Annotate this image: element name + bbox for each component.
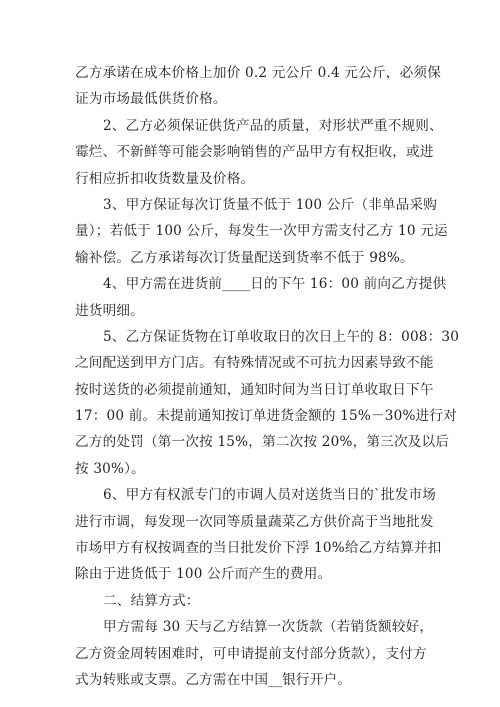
text-line: 3、甲方保证每次订货量不低于 100 公斤（非单品采购 (103, 196, 438, 213)
text-line: 霉烂、不新鲜等可能会影响销售的产品甲方有权拒收，或进 (75, 144, 434, 161)
text-line: 式为转账或支票。乙方需在中国__银行开户。 (75, 671, 352, 688)
text-line: 进行市调，每发现一次同等质量蔬菜乙方供价高于当地批发 (75, 513, 434, 530)
text-line: 市场甲方有权按调查的当日批发价下浮 10%给乙方结算并扣 (75, 540, 442, 557)
paragraph-clause-4 (75, 271, 447, 324)
text-line: 除由于进货低于 100 公斤而产生的费用。 (75, 566, 332, 583)
text-line: 4、甲方需在进货前____日的下午 16：00 前向乙方提供 (103, 276, 447, 293)
text-line: 乙方承诺在成本价格上加价 0.2 元公斤 0.4 元公斤，必须保 (75, 65, 441, 81)
text-line: 5、乙方保证货物在订单收取日的次日上午的 8：008：30 (103, 328, 460, 345)
section-heading: 二、结算方式： (103, 592, 200, 609)
document-body (75, 60, 460, 693)
paragraph-clause-2 (75, 113, 443, 192)
text-line: 行相应折扣收货数量及价格。 (75, 170, 255, 187)
text-line: 输补偿。乙方承诺每次订货量配送到货率不低于 98%。 (75, 249, 414, 266)
text-line: 之间配送到甲方门店。有特殊情况或不可抗力因素导致不能 (75, 355, 434, 372)
section-heading-settlement (75, 588, 435, 614)
text-line: 按 30%）。 (75, 460, 145, 477)
text-line: 乙方的处罚（第一次按 15%，第二次按 20%，第三次及以后 (75, 434, 450, 451)
paragraph-clause-6 (75, 482, 442, 588)
paragraph-price-commitment (75, 60, 441, 113)
paragraph-clause-3 (75, 192, 448, 271)
text-line: 6、甲方有权派专门的市调人员对送货当日的`批发市场 (103, 487, 437, 504)
text-line: 证为市场最低供货价格。 (75, 91, 227, 108)
text-line: 量）；若低于 100 公斤，每发生一次甲方需支付乙方 10 元运 (75, 223, 448, 240)
text-line: 2、乙方必须保证供货产品的质量，对形状严重不规则、 (103, 117, 443, 134)
text-line: 按时送货的必须提前通知，通知时间为当日订单收取日下午 (75, 381, 434, 398)
text-line: 17：00 前。未提前通知按订单进货金额的 15%－30%进行对 (75, 408, 457, 425)
text-line: 进货明细。 (75, 302, 144, 319)
paragraph-clause-5 (75, 324, 460, 482)
text-line: 乙方资金周转困难时，可申请提前支付部分货款），支付方 (75, 645, 427, 662)
paragraph-settlement (75, 614, 435, 693)
text-line: 甲方需每 30 天与乙方结算一次货款（若销货额较好， (103, 619, 434, 636)
